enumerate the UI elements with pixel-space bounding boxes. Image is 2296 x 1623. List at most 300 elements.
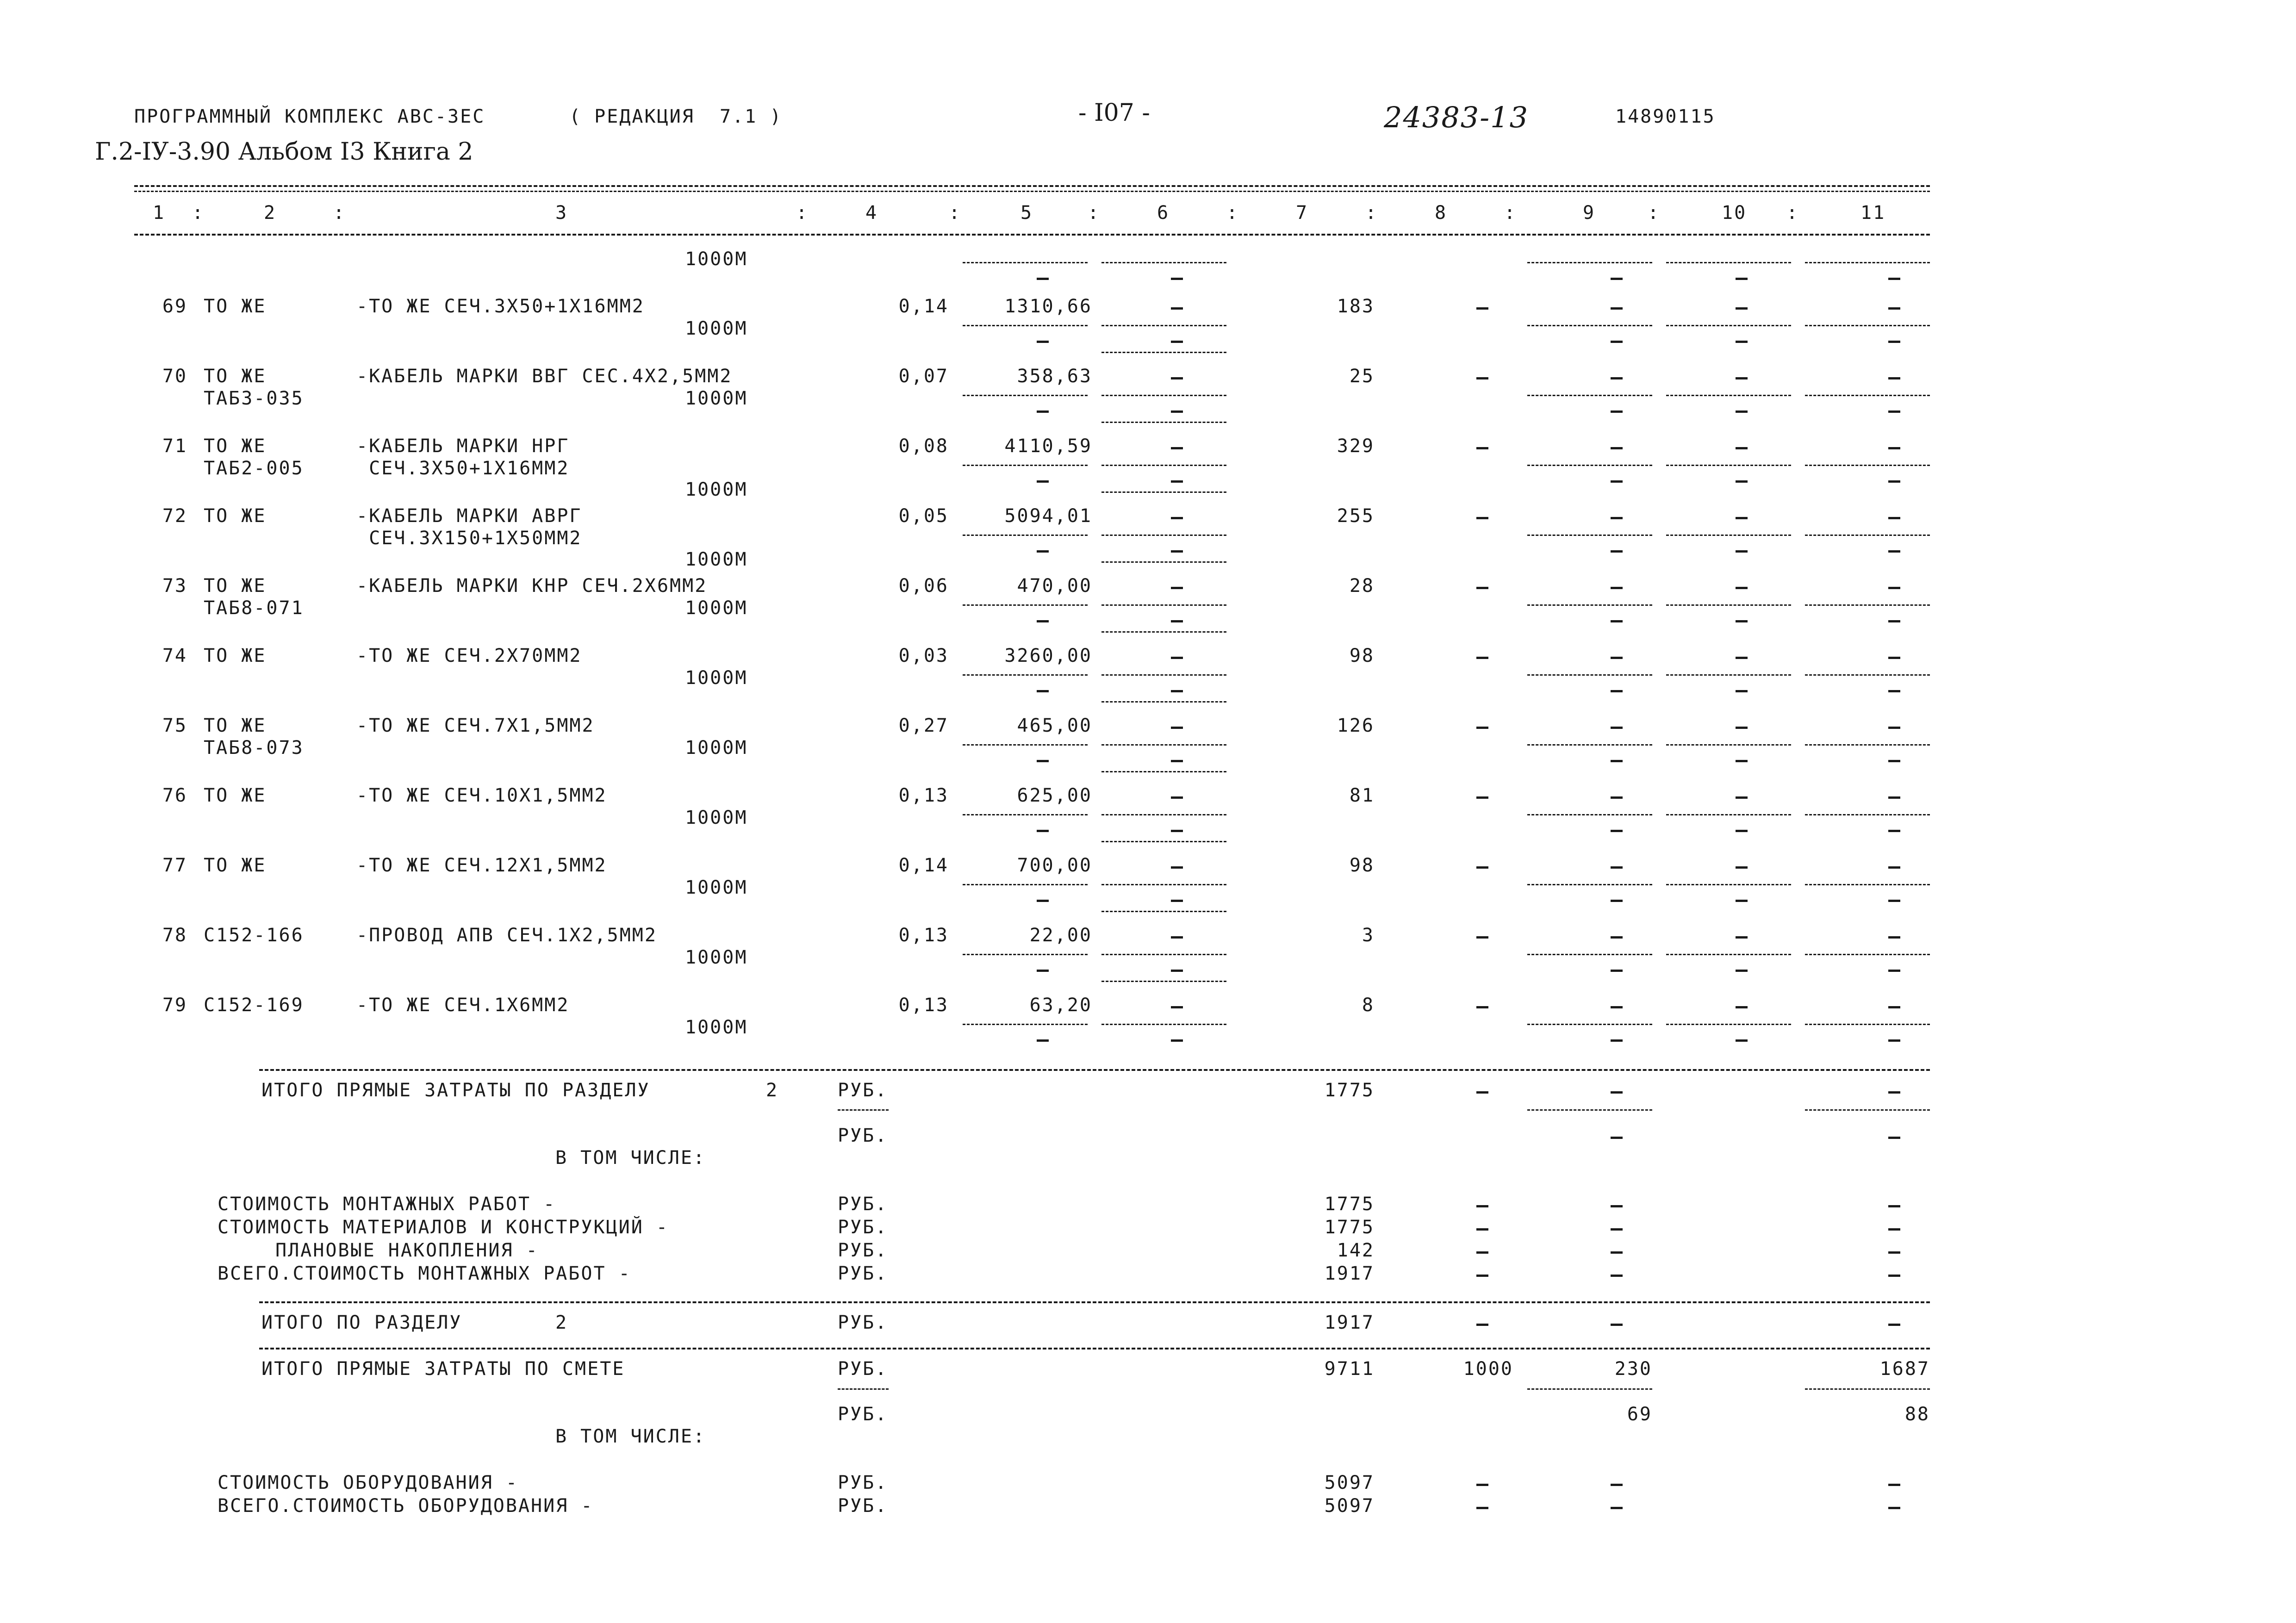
row-code: ТО ЖЕ [204,785,267,806]
row-quantity: 0,06 [898,575,949,597]
row-description: -ТО ЖЕ СЕЧ.12Х1,5ММ2 [356,855,607,876]
estimate-total-label: ИТОГО ПРЯМЫЕ ЗАТРАТЫ ПО СМЕТЕ [261,1358,625,1380]
row-code: ТО ЖЕ [204,715,267,736]
dash-rule [1101,814,1226,815]
dash-rule [1666,814,1791,815]
dash-mark [1476,1228,1488,1231]
summary-line-label: СТОИМОСТЬ МОНТАЖНЫХ РАБОТ - [218,1194,556,1215]
section-total-label: ИТОГО ПО РАЗДЕЛУ [261,1312,462,1333]
row-description: -ТО ЖЕ СЕЧ.2Х70ММ2 [356,645,582,666]
program-title: ПРОГРАММНЫЙ КОМПЛЕКС АВС-3ЕС [134,106,485,127]
currency: РУБ. [838,1358,888,1380]
row-description: -ТО ЖЕ СЕЧ.7Х1,5ММ2 [356,715,595,736]
document-code: 14890115 [1615,106,1716,127]
dash-mark [1171,550,1183,553]
dash-mark [1888,278,1900,280]
including-label: В ТОМ ЧИСЛЕ: [555,1147,706,1169]
dash-rule [1527,674,1652,676]
row-description: -КАБЕЛЬ МАРКИ АВРГ [356,505,582,527]
row-unit: 1000М [685,479,748,500]
dash-mark [1888,480,1900,483]
dash-mark [1037,341,1049,343]
row-total: 98 [1349,855,1375,876]
dash-rule [963,395,1088,396]
dash-mark [1611,936,1623,939]
dash-mark [1171,278,1183,280]
dash-rule [1101,954,1226,955]
dash-rule [1666,744,1791,746]
row-unit-price: 465,00 [1017,715,1092,736]
row-total: 8 [1362,995,1375,1016]
row-number: 69 [162,296,187,317]
dash-mark [1888,620,1900,622]
dash-mark [1037,900,1049,902]
row-quantity: 0,14 [898,296,949,317]
dash-mark [1888,1507,1900,1509]
col5-rule [963,262,1088,263]
dash-mark [1611,447,1623,449]
dash-mark [1611,657,1623,659]
dash-mark [1888,657,1900,659]
dash-rule [1101,771,1226,772]
dash-mark [1736,620,1748,622]
row-quantity: 0,13 [898,995,949,1016]
dash-mark [1611,866,1623,869]
column-header: : [192,202,205,224]
dash-mark [1888,727,1900,729]
album-title: Г.2-IУ-3.90 Альбом I3 Книга 2 [95,138,473,166]
dash-mark [1611,760,1623,762]
row-unit-price: 5094,01 [1004,505,1092,527]
column-header: : [1088,202,1101,224]
dash-mark [1611,550,1623,553]
dash-mark [1171,657,1183,659]
estimate-rule [259,1348,1930,1349]
dash-rule [1101,1024,1226,1025]
estimate-col11-b: 88 [1904,1404,1930,1425]
dash-mark [1736,517,1748,519]
dash-mark [1888,377,1900,379]
dash-mark [1736,377,1748,379]
dash-rule [963,535,1088,536]
row-number: 75 [162,715,187,736]
dash-rule [1805,674,1930,676]
dash-mark [1611,587,1623,589]
row-quantity: 0,03 [898,645,949,666]
dash-mark [1611,900,1623,902]
dash-rule [963,674,1088,676]
dash-mark [1171,970,1183,972]
col11-rule [1805,262,1930,263]
row-code: С152-166 [204,925,304,946]
dash-mark [1736,830,1748,832]
dash-mark [1888,517,1900,519]
dash-mark [1888,550,1900,553]
dash-mark [1888,1275,1900,1277]
dash-mark [1476,307,1488,310]
dash-rule [1805,884,1930,885]
dash-rule [1101,674,1226,676]
row-total: 183 [1337,296,1375,317]
dash-mark [1037,620,1049,622]
dash-rule [1101,561,1226,563]
dash-rule [1101,325,1226,326]
dash-mark [1037,480,1049,483]
dash-mark [1888,1251,1900,1254]
direct-costs-section-label: ИТОГО ПРЯМЫЕ ЗАТРАТЫ ПО РАЗДЕЛУ [261,1080,650,1101]
dash-mark [1476,866,1488,869]
row-description: -КАБЕЛЬ МАРКИ КНР СЕЧ.2Х6ММ2 [356,575,708,597]
dash-mark [1888,970,1900,972]
row-total: 126 [1337,715,1375,736]
dash-rule [1101,701,1226,703]
dash-mark [1037,410,1049,413]
row-unit-price: 3260,00 [1004,645,1092,666]
dash-rule [1527,884,1652,885]
dash-mark [1611,970,1623,972]
dash-mark [1736,936,1748,939]
column-header: : [1504,202,1517,224]
column-header: 3 [555,202,568,224]
dash-rule [963,814,1088,815]
currency: РУБ. [838,1080,888,1101]
col9-rule [1527,262,1652,263]
column-header: 6 [1157,202,1170,224]
equipment-line-value: 5097 [1324,1472,1375,1493]
row-unit: 1000М [685,807,748,828]
dash-mark [1611,796,1623,799]
row-description: -КАБЕЛЬ МАРКИ ВВГ СЕС.4Х2,5ММ2 [356,366,733,387]
dash-rule [1101,491,1226,493]
row-unit: 1000М [685,947,748,968]
dash-mark [1611,1006,1623,1008]
row-unit-price: 470,00 [1017,575,1092,597]
dash-mark [1736,278,1748,280]
dash-mark [1888,690,1900,692]
section-total-number: 2 [555,1312,568,1333]
col6-rule [1101,262,1226,263]
dash-mark [1171,830,1183,832]
dash-mark [1611,1205,1623,1207]
dash-rule [1805,465,1930,466]
dash-mark [1171,796,1183,799]
row-unit: 1000М [685,667,748,689]
row-unit: 1000М [685,549,748,570]
dash-mark [1736,866,1748,869]
dash-mark [1611,517,1623,519]
summary-line-value: 1775 [1324,1217,1375,1238]
column-header: : [333,202,346,224]
dash-rule [963,1024,1088,1025]
dash-mark [1171,377,1183,379]
column-header: : [1786,202,1799,224]
dash-mark [1611,690,1623,692]
dash-mark [1037,1039,1049,1042]
estimate-col9-b: 69 [1627,1404,1652,1425]
row-unit-price: 700,00 [1017,855,1092,876]
dash-mark [1476,1205,1488,1207]
row-total: 25 [1349,366,1375,387]
row-number: 76 [162,785,187,806]
summary-line-currency: РУБ. [838,1263,888,1284]
row-unit: 1000М [685,388,748,409]
dash-mark [1171,866,1183,869]
direct-costs-section-number: 2 [766,1080,779,1101]
carry-unit: 1000М [685,249,748,270]
dash-rule [1101,911,1226,912]
header-top-rule-2 [134,191,1930,192]
dash-rule [963,465,1088,466]
currency: РУБ. [838,1125,888,1146]
dash-rule [1805,814,1930,815]
dash-rule [1101,535,1226,536]
dash-mark [1611,1251,1623,1254]
row-code-ref: ТАБ8-073 [204,737,304,759]
row-quantity: 0,14 [898,855,949,876]
row-number: 73 [162,575,187,597]
row-total: 98 [1349,645,1375,666]
dash-mark [1476,1484,1488,1486]
dash-mark [1611,1228,1623,1231]
row-code-ref: ТАБ8-071 [204,597,304,619]
dash-rule [1101,631,1226,633]
row-number: 78 [162,925,187,946]
row-description-line2: СЕЧ.3Х150+1Х50ММ2 [356,528,582,549]
dash-mark [1736,690,1748,692]
dash-rule [1101,744,1226,746]
dash-mark [1736,900,1748,902]
row-quantity: 0,27 [898,715,949,736]
dash-mark [1736,587,1748,589]
dash-mark [1888,936,1900,939]
dash-rule [1101,465,1226,466]
handwritten-doc-number: 24383-13 [1384,100,1529,134]
dash-mark [1736,657,1748,659]
dash-rule [1666,884,1791,885]
edition-label: ( РЕДАКЦИЯ 7.1 ) [569,106,783,127]
dash-mark [1736,480,1748,483]
dash-rule [1666,604,1791,606]
dash-mark [1888,1484,1900,1486]
dash-mark [1611,1275,1623,1277]
dash-mark [1037,760,1049,762]
summary-line-label: ВСЕГО.СТОИМОСТЬ МОНТАЖНЫХ РАБОТ - [218,1263,631,1284]
dash-mark [1476,727,1488,729]
dash-rule [1666,325,1791,326]
currency: РУБ. [838,1312,888,1333]
dash-mark [1171,410,1183,413]
summary-line-currency: РУБ. [838,1240,888,1261]
dash-mark [1888,1205,1900,1207]
dash-mark [1171,517,1183,519]
row-unit: 1000М [685,318,748,339]
row-code: ТО ЖЕ [204,435,267,457]
row-number: 71 [162,435,187,457]
column-header: 9 [1583,202,1596,224]
dash-mark [1476,1275,1488,1277]
dash-rule [1101,884,1226,885]
dash-rule [1666,674,1791,676]
dash-mark [1888,587,1900,589]
dash-mark [1476,796,1488,799]
dash-mark [1611,307,1623,310]
dash-mark [1037,690,1049,692]
row-unit-price: 63,20 [1029,995,1092,1016]
estimate-col9: 230 [1614,1358,1652,1380]
dash-mark [1476,517,1488,519]
column-header: 8 [1435,202,1448,224]
summary-line-currency: РУБ. [838,1194,888,1215]
dash-rule [1805,604,1930,606]
page-number: - I07 - [1078,99,1150,127]
dash-mark [1736,447,1748,449]
row-code-ref: ТАБ2-005 [204,458,304,479]
row-unit: 1000М [685,597,748,619]
summary-line-value: 142 [1337,1240,1375,1261]
dash-rule [1527,1024,1652,1025]
estimate-col7: 9711 [1324,1358,1375,1380]
dash-rule [1101,841,1226,842]
dash-rule [1527,395,1652,396]
dash-mark [1171,936,1183,939]
summary-top-rule [259,1069,1930,1071]
dash-mark [1476,657,1488,659]
row-quantity: 0,07 [898,366,949,387]
dash-mark [1888,447,1900,449]
row-unit-price: 358,63 [1017,366,1092,387]
currency: РУБ. [838,1404,888,1425]
dash-mark [1888,760,1900,762]
dash-rule [963,604,1088,606]
dash-rule [1527,535,1652,536]
summary-line-value: 1775 [1324,1194,1375,1215]
dash-rule [1527,954,1652,955]
dash-mark [1888,900,1900,902]
dash-mark [1888,830,1900,832]
estimate-col8: 1000 [1463,1358,1513,1380]
row-total: 81 [1349,785,1375,806]
row-number: 70 [162,366,187,387]
dash-mark [1037,550,1049,553]
dash-mark [1611,1507,1623,1509]
dash-rule [1805,395,1930,396]
dash-mark [1736,727,1748,729]
row-code: ТО ЖЕ [204,645,267,666]
dash-mark [1736,550,1748,553]
row-description: -КАБЕЛЬ МАРКИ НРГ [356,435,570,457]
dash-mark [1171,307,1183,310]
row-description: -ТО ЖЕ СЕЧ.1Х6ММ2 [356,995,570,1016]
dash-mark [1476,936,1488,939]
dash-mark [1037,970,1049,972]
row-unit-price: 625,00 [1017,785,1092,806]
dash-rule [963,954,1088,955]
dash-mark [1736,796,1748,799]
row-code: С152-169 [204,995,304,1016]
dash-mark [1171,900,1183,902]
dash-mark [1736,760,1748,762]
row-unit: 1000М [685,737,748,759]
dash-rule [1666,1024,1791,1025]
dash-rule [1666,535,1791,536]
row-code: ТО ЖЕ [204,296,267,317]
dash-mark [1171,587,1183,589]
row-code: ТО ЖЕ [204,855,267,876]
row-unit: 1000М [685,1017,748,1038]
column-header: 4 [865,202,878,224]
col10-rule [1666,262,1791,263]
dash-mark [1171,480,1183,483]
row-quantity: 0,08 [898,435,949,457]
row-total: 255 [1337,505,1375,527]
row-number: 74 [162,645,187,666]
dash-mark [1611,480,1623,483]
dash-mark [1736,1039,1748,1042]
dash-rule [963,325,1088,326]
dash-mark [1171,341,1183,343]
dash-rule [1805,1024,1930,1025]
direct-costs-section-total: 1775 [1324,1080,1375,1101]
dash-rule [1101,395,1226,396]
row-total: 28 [1349,575,1375,597]
row-number: 77 [162,855,187,876]
row-quantity: 0,13 [898,925,949,946]
dash-rule [1101,981,1226,982]
dash-mark [1611,410,1623,413]
row-total: 3 [1362,925,1375,946]
dash-mark [1476,447,1488,449]
summary-line-label: СТОИМОСТЬ МАТЕРИАЛОВ И КОНСТРУКЦИЙ - [218,1217,669,1238]
row-code: ТО ЖЕ [204,505,267,527]
row-unit-price: 1310,66 [1004,296,1092,317]
dash-mark [1611,620,1623,622]
dash-rule [1527,744,1652,746]
dash-rule [1666,395,1791,396]
dash-rule [1101,422,1226,423]
summary-line-value: 1917 [1324,1263,1375,1284]
row-total: 329 [1337,435,1375,457]
dash-rule [1101,352,1226,353]
dash-mark [1888,796,1900,799]
dash-mark [1888,1006,1900,1008]
row-unit-price: 4110,59 [1004,435,1092,457]
equipment-line-label: СТОИМОСТЬ ОБОРУДОВАНИЯ - [218,1472,518,1493]
dash-rule [1527,325,1652,326]
section-rule [259,1301,1930,1303]
dash-rule [1805,954,1930,955]
equipment-line-currency: РУБ. [838,1472,888,1493]
dash-mark [1171,620,1183,622]
dash-mark [1611,341,1623,343]
row-quantity: 0,13 [898,785,949,806]
dash-mark [1171,1039,1183,1042]
dash-rule [1666,954,1791,955]
column-header: : [949,202,962,224]
column-header: 7 [1296,202,1309,224]
dash-mark [1171,1006,1183,1008]
dash-mark [1476,587,1488,589]
estimate-col11: 1687 [1879,1358,1930,1380]
column-header: 11 [1860,202,1886,224]
row-description: -ПРОВОД АПВ СЕЧ.1Х2,5ММ2 [356,925,657,946]
dash-mark [1888,1228,1900,1231]
dash-mark [1736,410,1748,413]
dash-rule [1805,744,1930,746]
summary-line-label: ПЛАНОВЫЕ НАКОПЛЕНИЯ - [275,1240,539,1261]
dash-rule [1101,604,1226,606]
dash-mark [1611,830,1623,832]
dash-mark [1888,341,1900,343]
